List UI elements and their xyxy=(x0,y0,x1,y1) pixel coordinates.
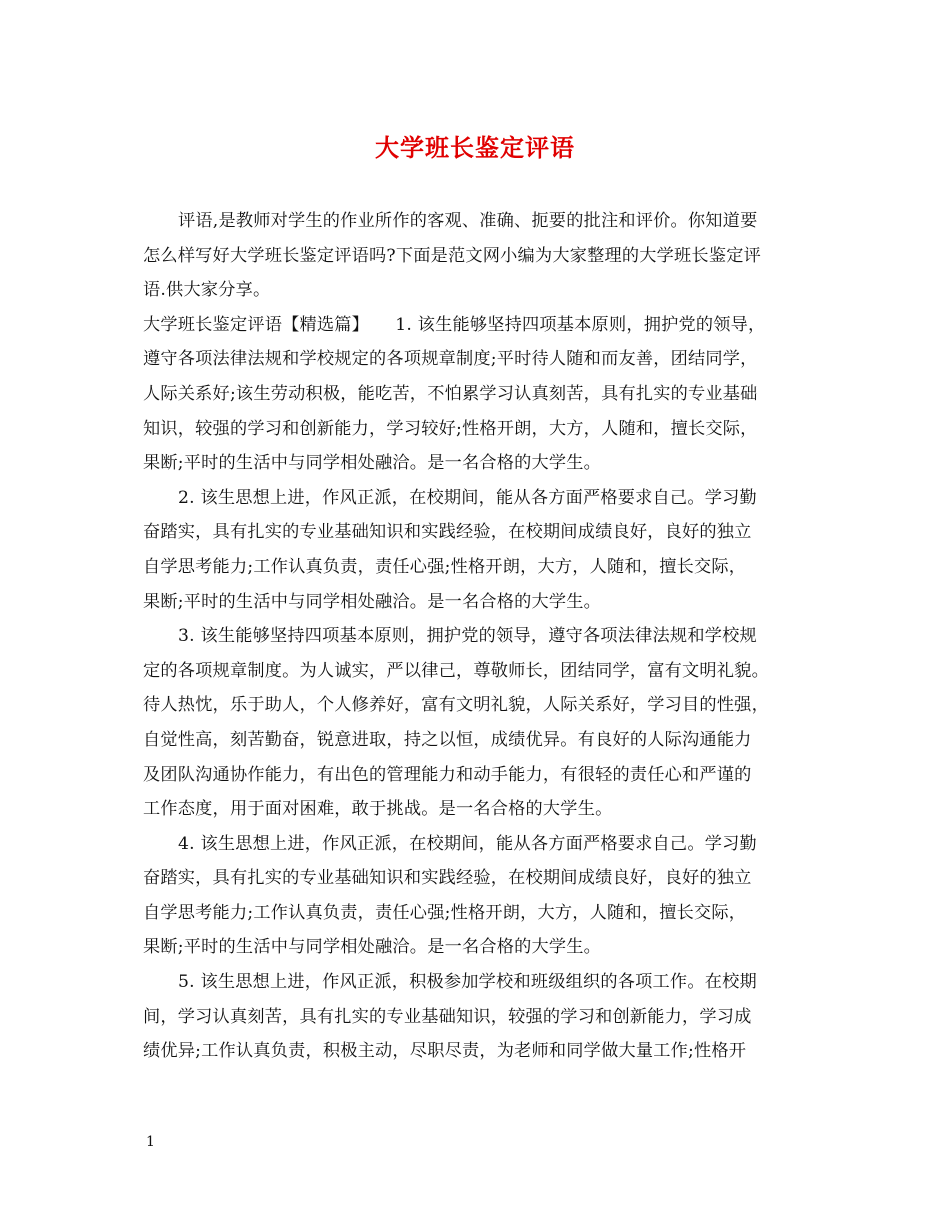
document-body xyxy=(143,204,813,1069)
text-line: 大学班长鉴定评语【精选篇】 1. 该生能够坚持四项基本原则，拥护党的领导， xyxy=(143,314,766,335)
text-line: 3. 该生能够坚持四项基本原则，拥护党的领导，遵守各项法律法规和学校规 xyxy=(178,626,757,647)
text-line: 工作态度，用于面对困难，敢于挑战。是一名合格的大学生。 xyxy=(143,799,613,820)
text-line: 待人热忱，乐于助人，个人修养好，富有文明礼貌，人际关系好，学习目的性强， xyxy=(143,695,769,716)
text-line: 人际关系好;该生劳动积极，能吃苦，不怕累学习认真刻苦，具有扎实的专业基础 xyxy=(143,383,758,404)
text-line: 知识，较强的学习和创新能力，学习较好;性格开朗，大方，人随和，擅长交际， xyxy=(143,418,758,439)
text-line: 评语,是教师对学生的作业所作的客观、准确、扼要的批注和评价。你知道要 xyxy=(178,211,758,231)
text-line: 自学思考能力;工作认真负责，责任心强;性格开朗，大方，人随和，擅长交际， xyxy=(143,902,747,923)
text-line: 4. 该生思想上进，作风正派，在校期间，能从各方面严格要求自己。学习勤 xyxy=(178,833,757,854)
page-number: 1 xyxy=(146,1134,155,1150)
text-line: 果断;平时的生活中与同学相处融洽。是一名合格的大学生。 xyxy=(143,453,602,474)
text-line: 果断;平时的生活中与同学相处融洽。是一名合格的大学生。 xyxy=(143,937,602,958)
text-line: 语.供大家分享。 xyxy=(143,280,271,301)
text-line: 自学思考能力;工作认真负责，责任心强;性格开朗，大方，人随和，擅长交际， xyxy=(143,556,747,577)
text-line: 定的各项规章制度。为人诚实，严以律己，尊敬师长，团结同学，富有文明礼貌。 xyxy=(143,660,769,681)
document-title: 大学班长鉴定评语 xyxy=(375,133,575,162)
text-line: 自觉性高，刻苦勤奋，锐意进取，持之以恒，成绩优异。有良好的人际沟通能力 xyxy=(143,729,752,750)
text-line: 奋踏实，具有扎实的专业基础知识和实践经验，在校期间成绩良好，良好的独立 xyxy=(143,522,752,543)
text-line: 怎么样写好大学班长鉴定评语吗?下面是范文网小编为大家整理的大学班长鉴定评 xyxy=(143,245,761,266)
text-line: 绩优异;工作认真负责，积极主动，尽职尽责，为老师和同学做大量工作;性格开 xyxy=(143,1041,747,1062)
text-line: 及团队沟通协作能力，有出色的管理能力和动手能力，有很轻的责任心和严谨的 xyxy=(143,764,752,785)
text-line: 2. 该生思想上进，作风正派，在校期间，能从各方面严格要求自己。学习勤 xyxy=(178,487,757,508)
text-line: 果断;平时的生活中与同学相处融洽。是一名合格的大学生。 xyxy=(143,591,602,612)
text-line: 奋踏实，具有扎实的专业基础知识和实践经验，在校期间成绩良好，良好的独立 xyxy=(143,868,752,889)
text-line: 5. 该生思想上进，作风正派，积极参加学校和班级组织的各项工作。在校期 xyxy=(178,972,757,993)
text-line: 间，学习认真刻苦，具有扎实的专业基础知识，较强的学习和创新能力，学习成 xyxy=(143,1006,752,1027)
text-line: 遵守各项法律法规和学校规定的各项规章制度;平时待人随和而友善，团结同学， xyxy=(143,349,758,370)
